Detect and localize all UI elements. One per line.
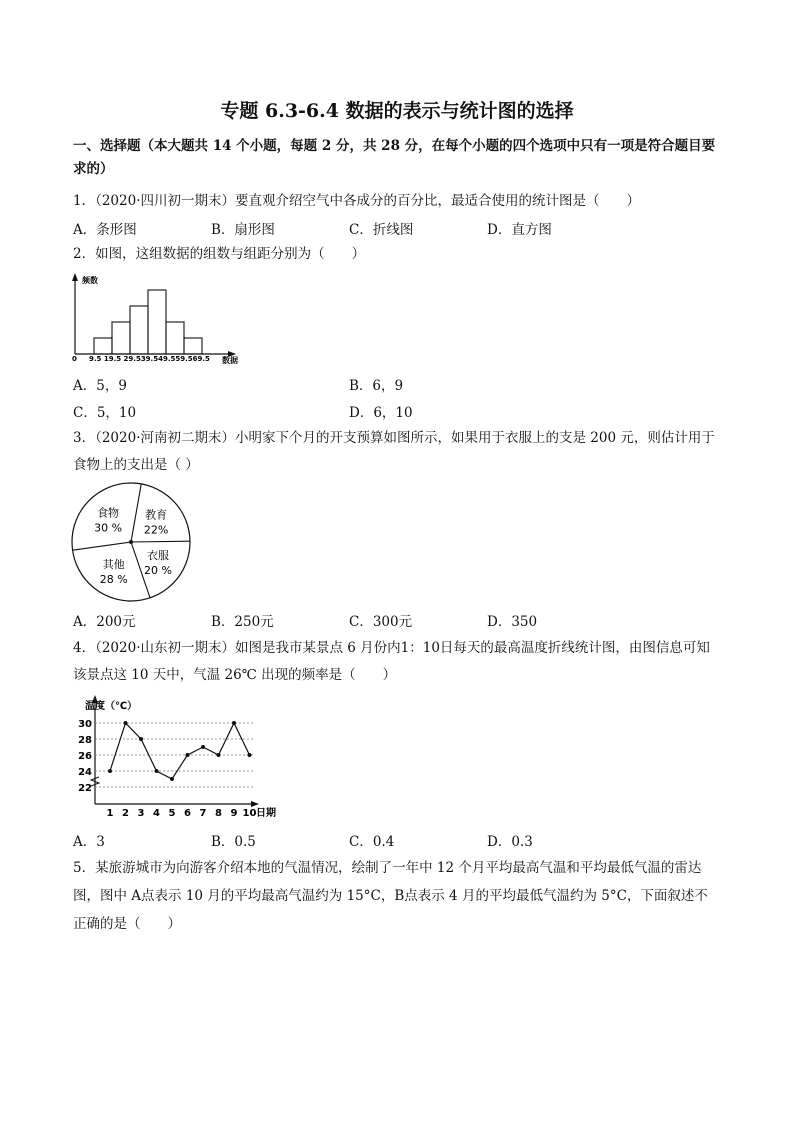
q1-option-b[interactable]: B．扇形图	[211, 222, 275, 238]
pie-chart	[68, 482, 194, 604]
pie-slice-name-3: 其他	[102, 558, 125, 572]
line-x-arrow	[251, 801, 259, 807]
x-tick-2: 2	[122, 808, 129, 819]
histogram-bar-3	[130, 306, 148, 354]
histogram-bar-4	[148, 290, 166, 354]
pie-slice-label-4: 30 %	[94, 521, 123, 535]
histogram-bar-5	[166, 322, 184, 354]
data-point-day-2	[124, 721, 128, 725]
q3-option-d[interactable]: D．350	[487, 614, 538, 630]
pie-boundary-2	[131, 541, 190, 542]
x-tick-1: 1	[106, 808, 114, 819]
y-tick-24: 24	[78, 767, 92, 778]
q3-option-b[interactable]: B．250元	[211, 614, 274, 630]
histogram-bar-6	[184, 338, 202, 354]
histogram-chart	[66, 270, 256, 368]
x-tick-6: 6	[184, 808, 191, 819]
pie-slice-label-2: 20 %	[143, 564, 172, 578]
q1-option-c[interactable]: C．折线图	[349, 222, 414, 238]
data-point-day-10	[248, 753, 252, 757]
y-tick-30: 30	[78, 719, 92, 730]
question-2-stem: 2．如图，这组数据的组数与组距分别为（ ）	[73, 246, 366, 262]
pie-center	[129, 540, 133, 544]
question-4-stem-line2: 该景点这 10 天中，气温 26℃ 出现的频率是（ ）	[73, 667, 397, 683]
q3-option-c[interactable]: C．300元	[349, 614, 413, 630]
q4-option-b[interactable]: B．0.5	[211, 834, 256, 850]
question-5-stem-line3: 正确的是（ ）	[73, 916, 181, 932]
x-tick-7: 7	[199, 808, 207, 819]
y-tick-22: 22	[78, 783, 92, 794]
pie-slice-name-1: 教育	[145, 508, 168, 522]
q4-option-c[interactable]: C．0.4	[349, 834, 395, 850]
data-point-day-4	[155, 769, 159, 773]
question-4-stem-line1: 4．（2020·山东初一期末）如图是我市某景点 6 月份内1：10日每天的最高温度折线统计图，由图信息可知	[73, 640, 710, 656]
x-tick-10: 10	[242, 808, 257, 819]
pie-boundary-1	[131, 484, 141, 542]
histogram-ylabel: 频数	[82, 276, 98, 285]
data-point-day-8	[217, 753, 221, 757]
page-title: 专题 6.3-6.4 数据的表示与统计图的选择	[220, 100, 574, 122]
question-1-stem: 1．（2020·四川初一期末）要直观介绍空气中各成分的百分比，最适合使用的统计图是（ ）	[73, 193, 640, 209]
q4-option-d[interactable]: D．0.3	[487, 834, 533, 850]
x-tick-8: 8	[215, 808, 222, 819]
section-header: 一、选择题（本大题共 14 个小题，每题 2 分，共 28 分，在每个小题的四个选项中只有一项是符合题目要求的）	[73, 138, 716, 177]
data-point-day-1	[108, 769, 112, 773]
question-5-stem-line1: 5．某旅游城市为向游客介绍本地的气温情况，绘制了一年中 12 个月平均最高气温和平均最低气温的雷达	[73, 860, 702, 876]
question-5-stem-line2: 图，图中 A点表示 10 月的平均最高气温约为 15°C，B点表示 4 月的平均最低气温约为 5°C，下面叙述不	[73, 888, 708, 904]
x-tick-9: 9	[230, 808, 238, 819]
data-point-day-9	[232, 721, 236, 725]
y-tick-28: 28	[78, 735, 92, 746]
pie-slice-name-4: 食物	[97, 506, 120, 520]
axis-break-mark	[91, 777, 99, 786]
pie-slice-label-3: 28 %	[99, 573, 128, 587]
q2-option-a[interactable]: A．5，9	[73, 378, 127, 394]
histogram-origin: 0	[72, 355, 77, 363]
q3-option-a[interactable]: A．200元	[73, 614, 136, 630]
q2-option-d[interactable]: D．6，10	[349, 405, 413, 421]
pie-slice-name-2: 衣服	[146, 549, 169, 563]
pie-boundary-4	[73, 542, 131, 550]
q4-option-a[interactable]: A．3	[73, 834, 105, 850]
x-tick-3: 3	[137, 808, 145, 819]
data-point-day-6	[186, 753, 190, 757]
line-chart	[78, 692, 298, 822]
question-3-stem-line1: 3．（2020·河南初二期末）小明家下个月的开支预算如图所示，如果用于衣服上的支是 200 元，则估计用于	[73, 430, 715, 446]
pie-slice-label-1: 22%	[143, 523, 169, 537]
line-ylabel: 温度（℃）	[85, 701, 138, 712]
y-tick-26: 26	[78, 751, 92, 762]
x-tick-4: 4	[153, 808, 160, 819]
q1-option-a[interactable]: A．条形图	[73, 222, 137, 238]
q2-option-b[interactable]: B．6，9	[349, 378, 404, 394]
line-xlabel: 日期	[256, 808, 276, 819]
histogram-y-arrow	[72, 273, 78, 281]
q2-option-c[interactable]: C．5，10	[73, 405, 137, 421]
x-tick-5: 5	[168, 808, 176, 819]
histogram-tick-labels: 9.5 19.5 29.539.549.559.569.5	[89, 355, 210, 363]
data-point-day-5	[170, 777, 174, 781]
histogram-bar-2	[112, 322, 130, 354]
data-point-day-7	[201, 745, 205, 749]
histogram-xlabel: 数据	[222, 356, 238, 365]
q1-option-d[interactable]: D．直方图	[487, 222, 552, 238]
histogram-bar-1	[94, 338, 112, 354]
data-point-day-3	[139, 737, 143, 741]
question-3-stem-line2: 食物上的支出是（ ）	[73, 457, 199, 473]
temperature-line	[110, 723, 250, 779]
